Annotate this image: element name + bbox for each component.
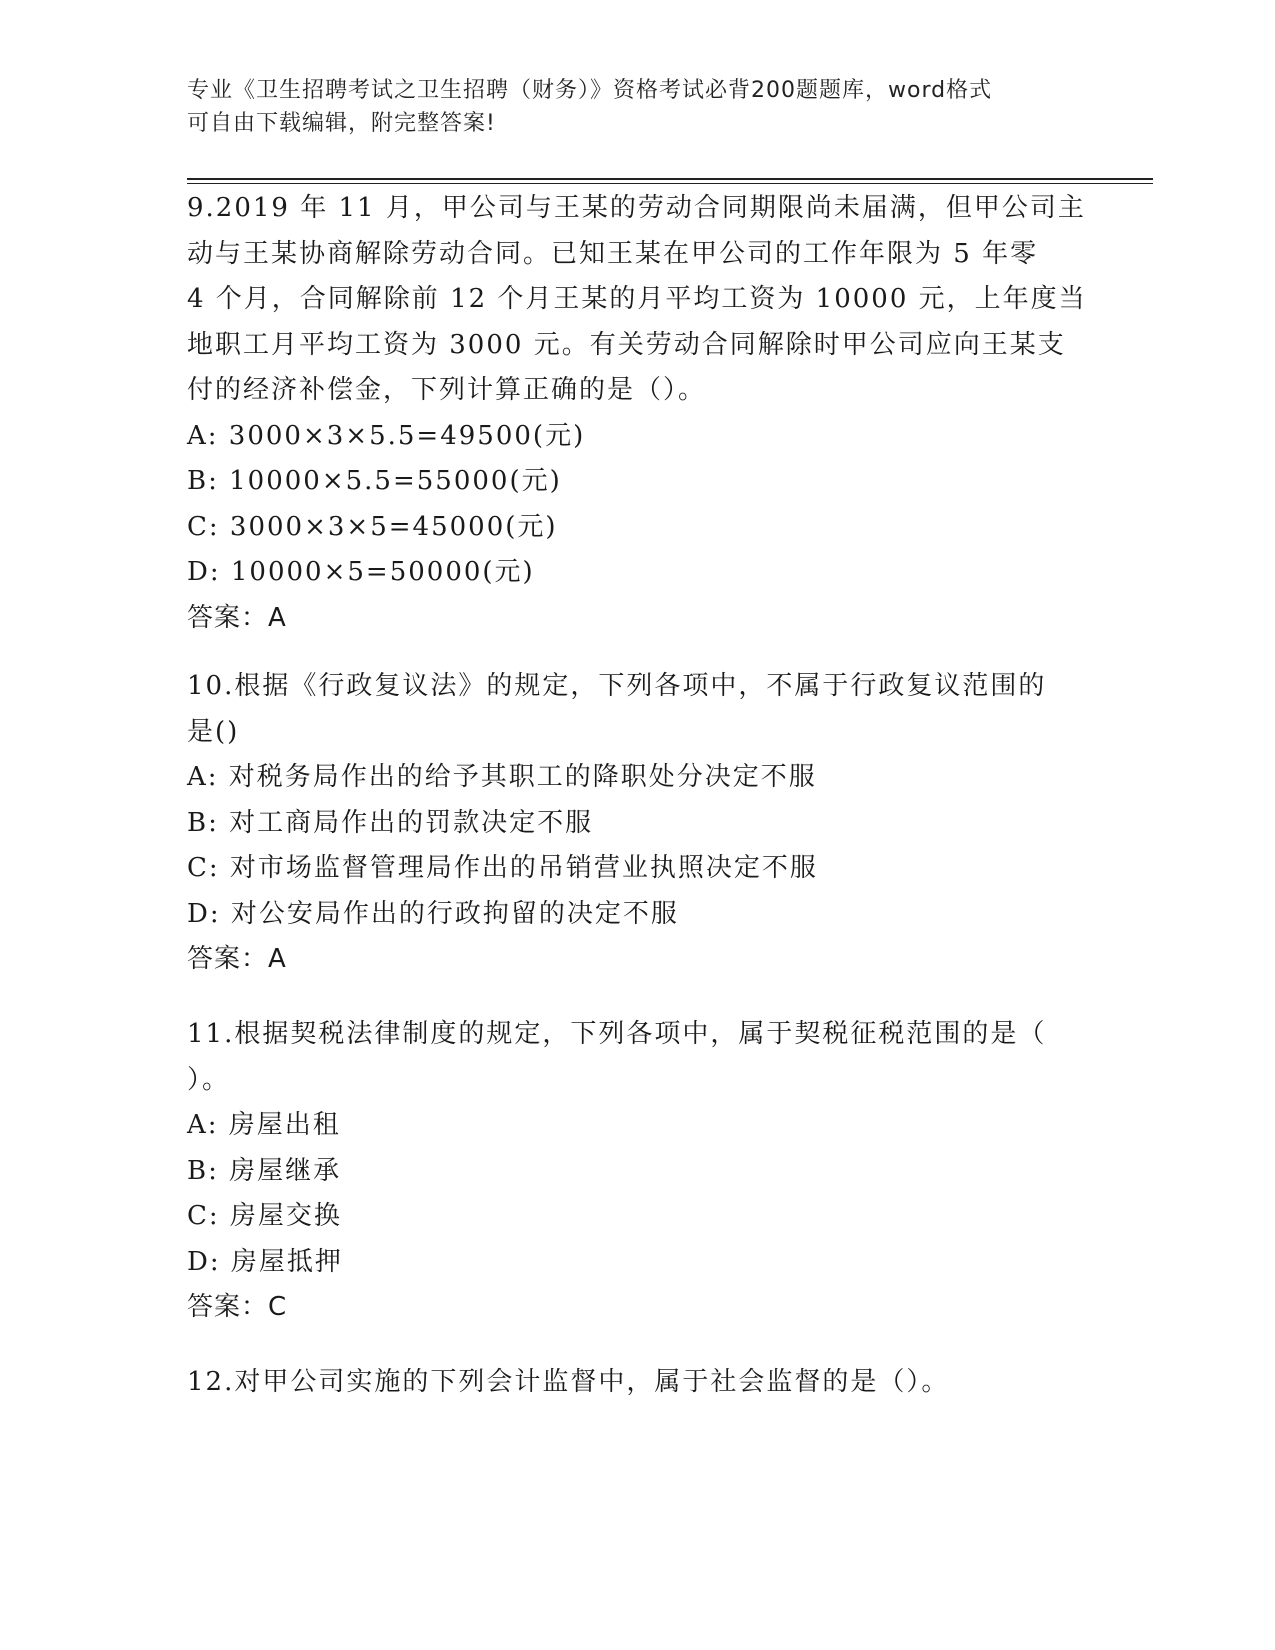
question-text xyxy=(187,664,1087,755)
question-12 xyxy=(187,1360,1087,1406)
option-c: C: 3000×3×5=45000(元) xyxy=(187,511,558,542)
question-11 xyxy=(187,1012,1087,1331)
option-c: C: 对市场监督管理局作出的吊销营业执照决定不服 xyxy=(187,853,818,883)
header-divider-thin xyxy=(187,183,1153,184)
option-d: D: 10000×5=50000(元) xyxy=(187,557,535,587)
question-text xyxy=(187,1012,1087,1103)
option-a: A: 3000×3×5.5=49500(元) xyxy=(187,420,586,451)
question-line: 10.根据《行政复议法》的规定，下列各项中，不属于行政复议范围的 xyxy=(187,671,1047,701)
question-line: 地职工月平均工资为 3000 元。有关劳动合同解除时甲公司应向王某支 xyxy=(187,329,1066,360)
question-line: 是() xyxy=(187,716,240,747)
question-9 xyxy=(187,186,1087,641)
answer: 答案：C xyxy=(187,1292,288,1322)
option-d: D: 对公安局作出的行政拘留的决定不服 xyxy=(187,898,679,929)
question-text xyxy=(187,1360,1087,1406)
header-divider-thick xyxy=(187,178,1153,180)
header-line-1: 专业《卫生招聘考试之卫生招聘（财务）》资格考试必背200题题库，word格式 xyxy=(187,78,993,103)
header-line-2: 可自由下载编辑，附完整答案! xyxy=(187,111,496,136)
question-text xyxy=(187,186,1087,414)
question-line: 动与王某协商解除劳动合同。已知王某在甲公司的工作年限为 5 年零 xyxy=(187,238,1039,269)
question-line: 11.根据契税法律制度的规定，下列各项中，属于契税征税范围的是（ xyxy=(187,1019,1047,1049)
option-b: B: 对工商局作出的罚款决定不服 xyxy=(187,807,594,838)
question-line: 9.2019 年 11 月，甲公司与王某的劳动合同期限尚未届满，但甲公司主 xyxy=(187,193,1086,223)
question-10 xyxy=(187,664,1087,983)
option-a: A: 对税务局作出的给予其职工的降职处分决定不服 xyxy=(187,762,817,792)
question-line: ）。 xyxy=(187,1064,231,1095)
option-b: B: 10000×5.5=55000(元) xyxy=(187,466,562,496)
question-line: 4 个月，合同解除前 12 个月王某的月平均工资为 10000 元，上年度当 xyxy=(187,284,1087,314)
question-line: 付的经济补偿金，下列计算正确的是（）。 xyxy=(187,375,707,405)
option-d: D: 房屋抵押 xyxy=(187,1246,343,1277)
document-header xyxy=(187,74,1087,140)
question-line: 12.对甲公司实施的下列会计监督中，属于社会监督的是（）。 xyxy=(187,1367,950,1397)
answer: 答案：A xyxy=(187,944,287,974)
answer: 答案：A xyxy=(187,602,287,633)
option-b: B: 房屋继承 xyxy=(187,1155,342,1186)
option-c: C: 房屋交换 xyxy=(187,1201,342,1231)
option-a: A: 房屋出租 xyxy=(187,1110,341,1140)
